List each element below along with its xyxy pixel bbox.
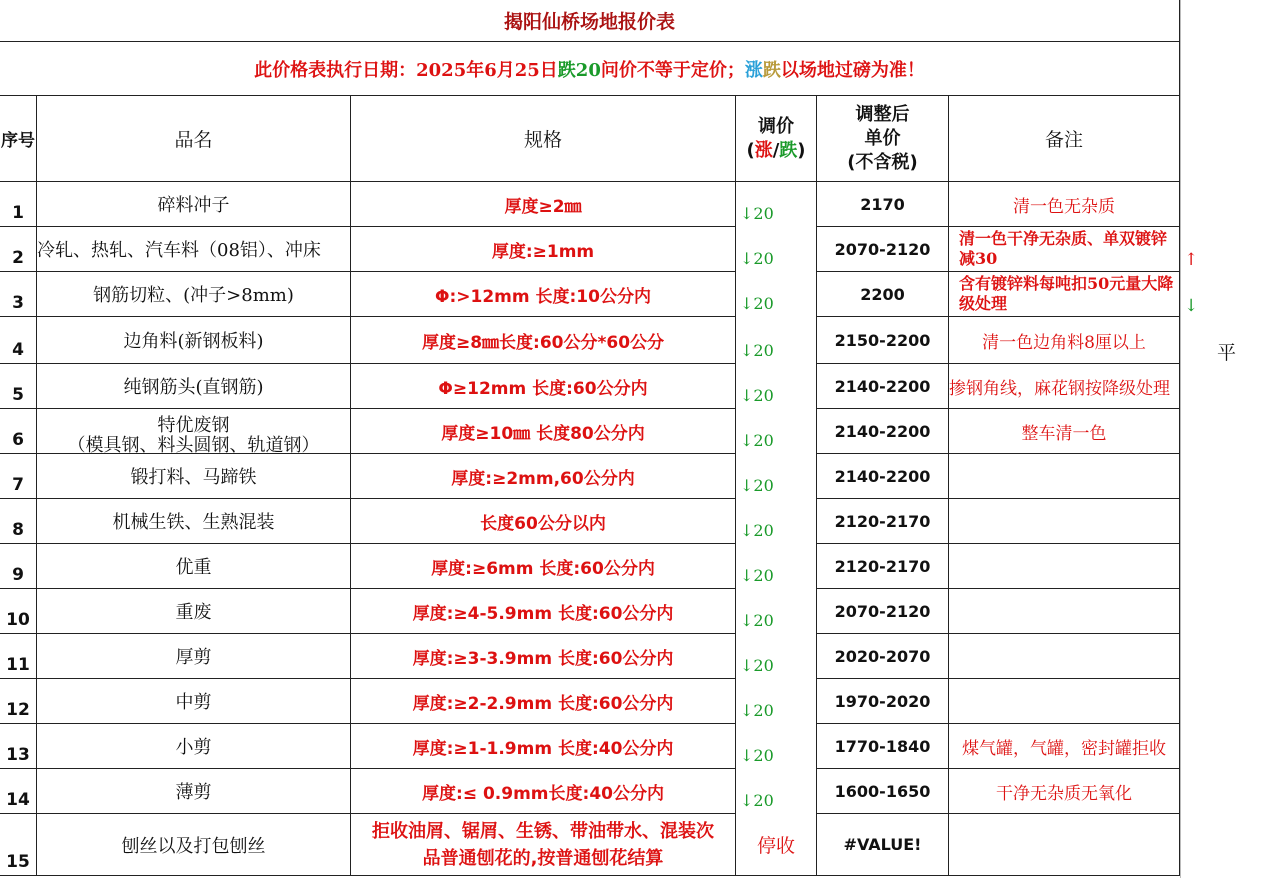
note-text: 煤气罐，气罐，密封罐拒收 (949, 724, 1180, 769)
adjust-value: ↓20 (736, 589, 817, 634)
product-name (37, 409, 351, 454)
product-name: 优重 (37, 544, 351, 589)
note-text (949, 544, 1180, 589)
adjust-value: ↓20 (736, 317, 817, 364)
row-number: 15 (0, 814, 37, 876)
row-number: 13 (0, 724, 37, 769)
product-name: 边角料(新钢板料) (37, 317, 351, 364)
unit-price: 1970-2020 (817, 679, 949, 724)
adjust-value: 停收 (736, 814, 817, 876)
spec-text: 厚度:≥1-1.9mm 长度:40公分内 (351, 724, 736, 769)
outside-down-arrow: ↓ (1184, 296, 1199, 316)
right-gridline (1180, 0, 1181, 878)
header-adjust (736, 96, 817, 182)
spec-text: Φ:>12mm 长度:10公分内 (351, 272, 736, 317)
spec-text: 长度60公分以内 (351, 499, 736, 544)
product-name: 冷轧、热轧、汽车料（08铝）、冲床 (37, 227, 351, 272)
unit-price: 2140-2200 (817, 409, 949, 454)
unit-price: 2140-2200 (817, 364, 949, 409)
spec-text: 厚度:≥4-5.9mm 长度:60公分内 (351, 589, 736, 634)
note-text: 清一色边角料8厘以上 (949, 317, 1180, 364)
unit-price: #VALUE! (817, 814, 949, 876)
row-number: 11 (0, 634, 37, 679)
notice-down: 跌 (762, 59, 781, 81)
adjust-value: ↓20 (736, 182, 817, 227)
unit-price: 2070-2120 (817, 589, 949, 634)
product-name: 碎料冲子 (37, 182, 351, 227)
unit-price: 1770-1840 (817, 724, 949, 769)
note-text (949, 814, 1180, 876)
adjust-value: ↓20 (736, 679, 817, 724)
unit-price: 2070-2120 (817, 227, 949, 272)
notice-up: 涨 (744, 59, 763, 81)
unit-price: 2150-2200 (817, 317, 949, 364)
row-number: 1 (0, 182, 37, 227)
header-price-line2: 单价 (864, 127, 901, 149)
row-number: 3 (0, 272, 37, 317)
adjust-value: ↓20 (736, 724, 817, 769)
adjust-value: ↓20 (736, 272, 817, 317)
spec-text: 厚度:≥2mm,60公分内 (351, 454, 736, 499)
adjust-value: ↓20 (736, 364, 817, 409)
unit-price: 2170 (817, 182, 949, 227)
header-adjust-label: 调价 (758, 115, 794, 137)
page-title: 揭阳仙桥场地报价表 (0, 0, 1180, 42)
adjust-value: ↓20 (736, 634, 817, 679)
header-price-line3: (不含税) (847, 151, 918, 173)
outside-up-arrow: ↑ (1184, 250, 1199, 270)
row-number: 12 (0, 679, 37, 724)
adjust-value: ↓20 (736, 454, 817, 499)
adjust-value: ↓20 (736, 409, 817, 454)
spec-text: 厚度:≥6mm 长度:60公分内 (351, 544, 736, 589)
spec-text: 厚度:≤ 0.9mm长度:40公分内 (351, 769, 736, 814)
header-name: 品名 (37, 96, 351, 182)
spec-text: Φ≥12mm 长度:60公分内 (351, 364, 736, 409)
product-name: 锻打料、马蹄铁 (37, 454, 351, 499)
note-text: 清一色无杂质 (949, 182, 1180, 227)
spec-text: 厚度:≥1mm (351, 227, 736, 272)
notice-weigh: 以场地过磅为准！ (780, 59, 925, 81)
product-name: 刨丝以及打包刨丝 (37, 814, 351, 876)
adjust-value: ↓20 (736, 769, 817, 814)
row-number: 7 (0, 454, 37, 499)
row-number: 2 (0, 227, 37, 272)
unit-price: 2120-2170 (817, 544, 949, 589)
row-number: 10 (0, 589, 37, 634)
note-text: 整车清一色 (949, 409, 1180, 454)
spec-text: 厚度≥2㎜ (351, 182, 736, 227)
header-no: 序号 (0, 96, 37, 182)
header-adjust-updown: (涨/跌) (746, 139, 806, 161)
product-name: 中剪 (37, 679, 351, 724)
row-number: 14 (0, 769, 37, 814)
row-number: 5 (0, 364, 37, 409)
note-text (949, 454, 1180, 499)
unit-price: 2120-2170 (817, 499, 949, 544)
spec-text: 厚度≥10㎜ 长度80公分内 (351, 409, 736, 454)
notice-warning: 问价不等于定价； (600, 59, 745, 81)
header-note: 备注 (949, 96, 1180, 182)
spec-text: 拒收油屑、锯屑、生锈、带油带水、混装次品普通刨花的,按普通刨花结算 (351, 814, 736, 876)
row-number: 9 (0, 544, 37, 589)
unit-price: 2020-2070 (817, 634, 949, 679)
product-name: 薄剪 (37, 769, 351, 814)
unit-price: 2200 (817, 272, 949, 317)
header-price-line1: 调整后 (855, 103, 910, 125)
product-name-main: 特优废钢 (157, 415, 230, 436)
product-name: 纯钢筋头(直钢筋) (37, 364, 351, 409)
adjust-value: ↓20 (736, 227, 817, 272)
row-number: 6 (0, 409, 37, 454)
header-price (817, 96, 949, 182)
product-name: 小剪 (37, 724, 351, 769)
spec-text: 厚度≥8㎜长度:60公分*60公分 (351, 317, 736, 364)
note-text: 清一色干净无杂质、单双镀锌减30 (949, 227, 1180, 272)
product-name: 钢筋切粒、(冲子>8mm) (37, 272, 351, 317)
outside-flat-label: 平 (1217, 342, 1237, 364)
note-text: 干净无杂质无氧化 (949, 769, 1180, 814)
notice-date: 此价格表执行日期：2025年6月25日 (254, 59, 558, 81)
spec-text: 厚度:≥3-3.9mm 长度:60公分内 (351, 634, 736, 679)
note-text (949, 589, 1180, 634)
product-name-sub: （模具钢、料头圆钢、轨道钢） (67, 435, 320, 456)
header-spec: 规格 (351, 96, 736, 182)
note-text: 掺钢角线，麻花钢按降级处理 (949, 364, 1180, 409)
note-text: 含有镀锌料每吨扣50元量大降级处理 (949, 272, 1180, 317)
product-name: 机械生铁、生熟混装 (37, 499, 351, 544)
note-text (949, 499, 1180, 544)
unit-price: 2140-2200 (817, 454, 949, 499)
product-name: 厚剪 (37, 634, 351, 679)
row-number: 8 (0, 499, 37, 544)
note-text (949, 634, 1180, 679)
spec-text: 厚度:≥2-2.9mm 长度:60公分内 (351, 679, 736, 724)
unit-price: 1600-1650 (817, 769, 949, 814)
adjust-value: ↓20 (736, 499, 817, 544)
product-name: 重废 (37, 589, 351, 634)
notice-line (0, 42, 1180, 96)
note-text (949, 679, 1180, 724)
row-number: 4 (0, 317, 37, 364)
notice-drop: 跌20 (557, 59, 601, 81)
adjust-value: ↓20 (736, 544, 817, 589)
